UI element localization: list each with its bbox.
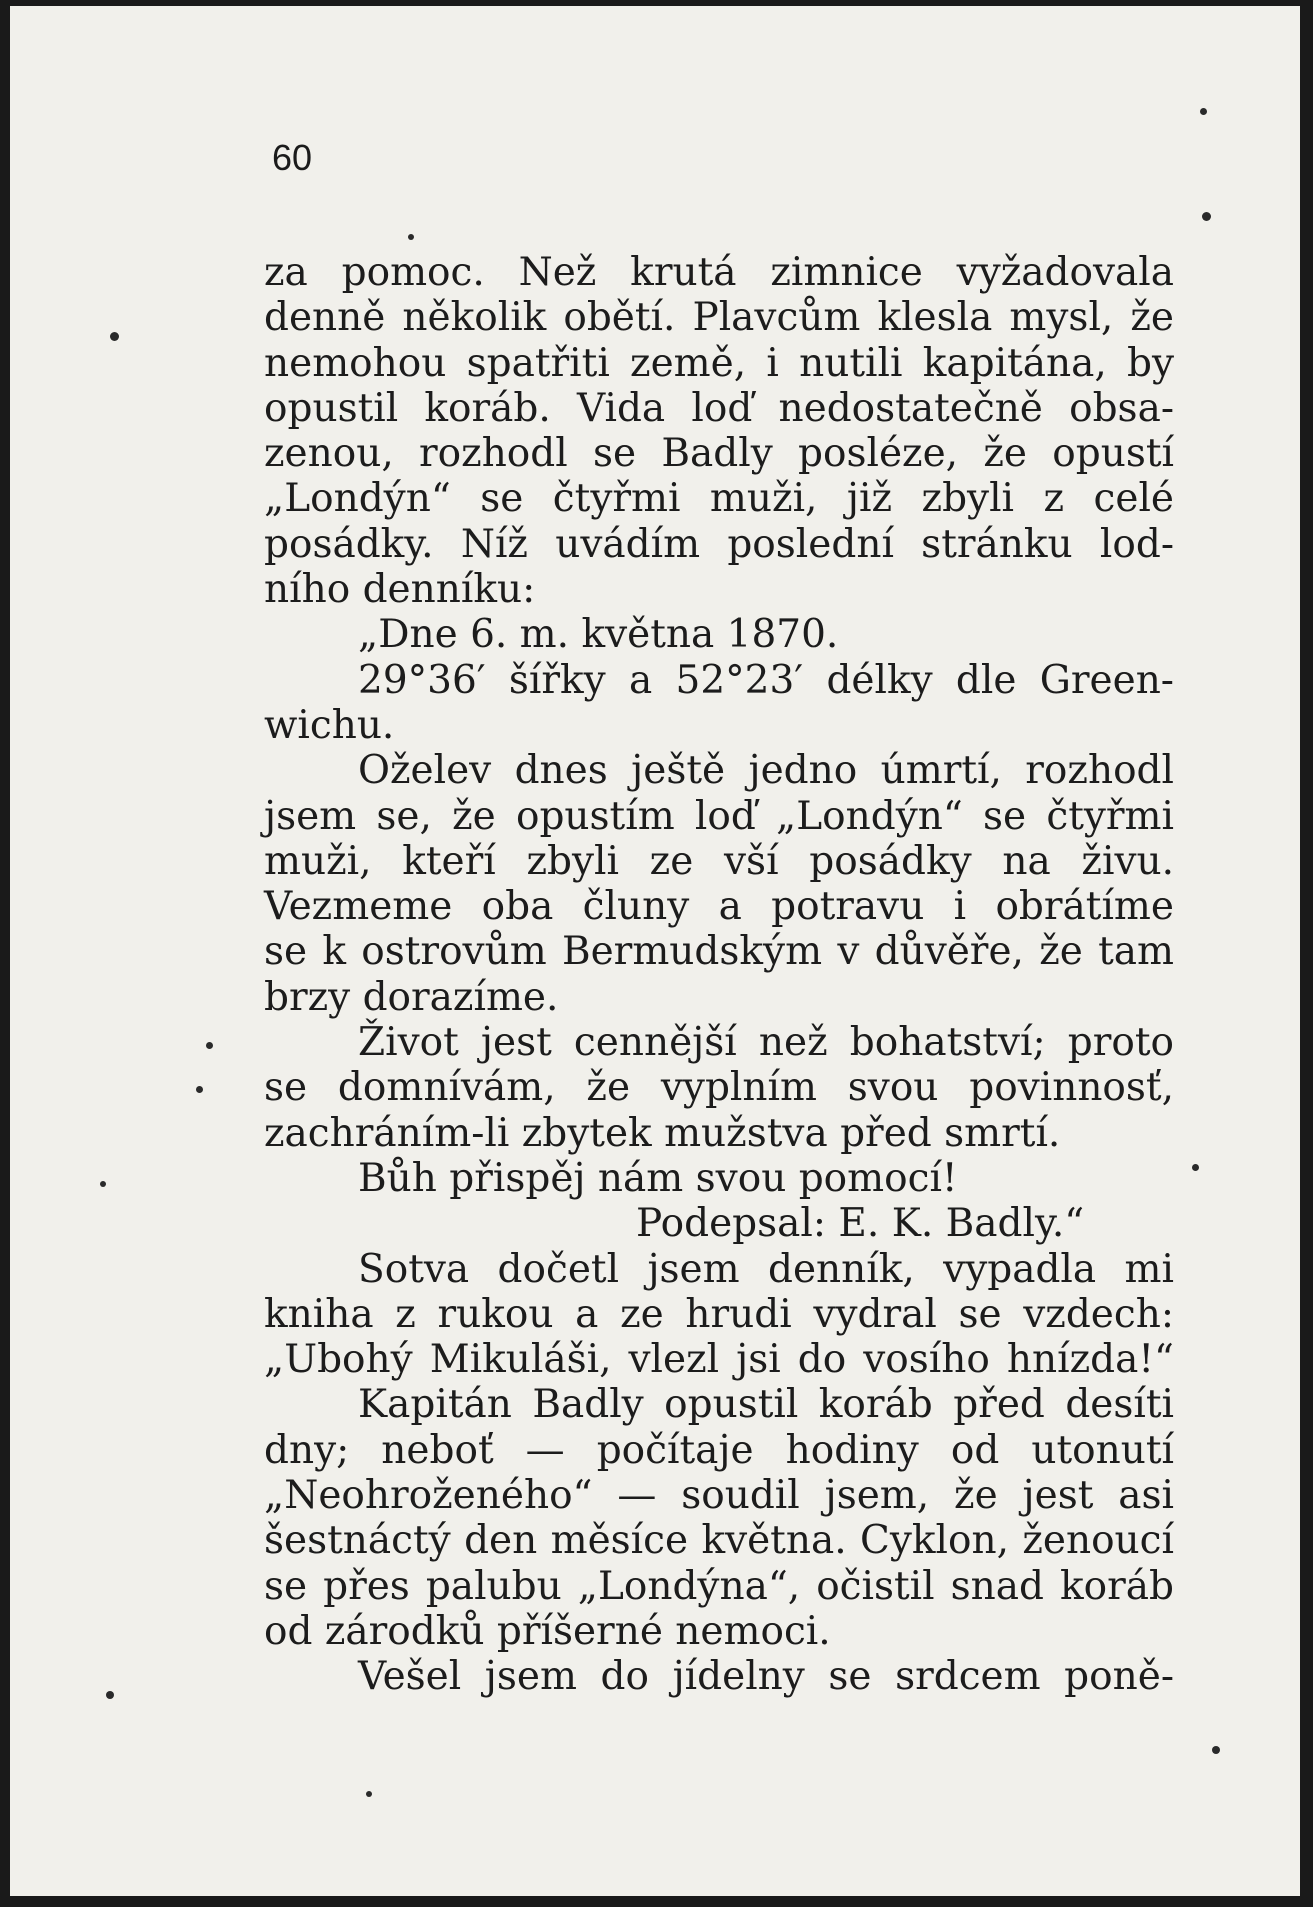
text-line: za pomoc. Než krutá zimnice vyžadovala bbox=[264, 250, 1174, 295]
text-line: Bůh přispěj nám svou pomocí! bbox=[358, 1155, 958, 1201]
text-line: zachráním-li zbytek mužstva před smrtí. bbox=[264, 1110, 1061, 1156]
text-line: wichu. bbox=[264, 702, 395, 748]
text-line: dny; neboť — počítaje hodiny od utonutí bbox=[264, 1427, 1174, 1473]
text-line: Podepsal: E. K. Badly.“ bbox=[636, 1201, 1085, 1247]
book-page bbox=[10, 6, 1300, 1896]
text-line: se domnívám, že vyplním svou povinnosť, bbox=[264, 1065, 1174, 1111]
text-line: od zárodků příšerné nemoci. bbox=[264, 1608, 831, 1654]
text-line: kniha z rukou a ze hrudi vydral se vzdech: bbox=[264, 1291, 1174, 1337]
print-speck bbox=[1200, 108, 1207, 115]
page-number: 60 bbox=[272, 137, 313, 178]
text-line: „Dne 6. m. května 1870. bbox=[358, 612, 839, 658]
print-speck bbox=[100, 1181, 106, 1187]
text-line: Sotva dočetl jsem denník, vypadla mi bbox=[358, 1246, 1174, 1292]
print-speck bbox=[110, 332, 119, 341]
text-line: jsem se, že opustím loď „Londýn“ se čtyřmi bbox=[264, 793, 1174, 839]
text-line: 29°36′ šířky a 52°23′ délky dle Green- bbox=[358, 657, 1174, 703]
text-line: Kapitán Badly opustil koráb před desíti bbox=[358, 1382, 1174, 1428]
print-speck bbox=[196, 1086, 203, 1093]
text-line: „Neohroženého“ — soudil jsem, že jest asi bbox=[264, 1473, 1174, 1519]
text-line: se k ostrovům Bermudským v důvěře, že tam bbox=[264, 929, 1174, 975]
text-line: Život jest cennější než bohatství; proto bbox=[358, 1020, 1174, 1066]
body-text bbox=[264, 250, 1174, 1700]
text-line: brzy dorazíme. bbox=[264, 974, 559, 1020]
print-speck bbox=[106, 1691, 114, 1699]
print-speck bbox=[408, 234, 414, 240]
text-line: šestnáctý den měsíce května. Cyklon, ženoucí bbox=[264, 1518, 1174, 1564]
text-line: ního denníku: bbox=[264, 567, 536, 613]
text-line: muži, kteří zbyli ze vší posádky na živu. bbox=[264, 838, 1174, 884]
print-speck bbox=[1202, 212, 1211, 221]
text-line: „Ubohý Mikuláši, vlezl jsi do vosího hnízda!“ bbox=[264, 1337, 1174, 1383]
text-line: Vešel jsem do jídelny se srdcem poně- bbox=[358, 1654, 1174, 1700]
text-line: se přes palubu „Londýna“, očistil snad koráb bbox=[264, 1563, 1174, 1609]
text-line: zenou, rozhodl se Badly posléze, že opustí bbox=[264, 431, 1174, 477]
print-speck bbox=[366, 1791, 372, 1797]
print-speck bbox=[206, 1042, 213, 1049]
text-line: Vezmeme oba čluny a potravu i obrátíme bbox=[264, 884, 1174, 930]
text-line: nemohou spatřiti země, i nutili kapitána, by bbox=[264, 340, 1174, 386]
text-line: Oželev dnes ještě jedno úmrtí, rozhodl bbox=[358, 748, 1174, 794]
text-line: „Londýn“ se čtyřmi muži, již zbyli z celé bbox=[264, 476, 1174, 522]
text-line: opustil koráb. Vida loď nedostatečně obsa- bbox=[264, 385, 1174, 431]
text-line: posádky. Níž uvádím poslední stránku lod- bbox=[264, 521, 1174, 567]
print-speck bbox=[1212, 1746, 1220, 1754]
print-speck bbox=[1192, 1164, 1199, 1171]
text-line: denně několik obětí. Plavcům klesla mysl, že bbox=[264, 295, 1174, 341]
